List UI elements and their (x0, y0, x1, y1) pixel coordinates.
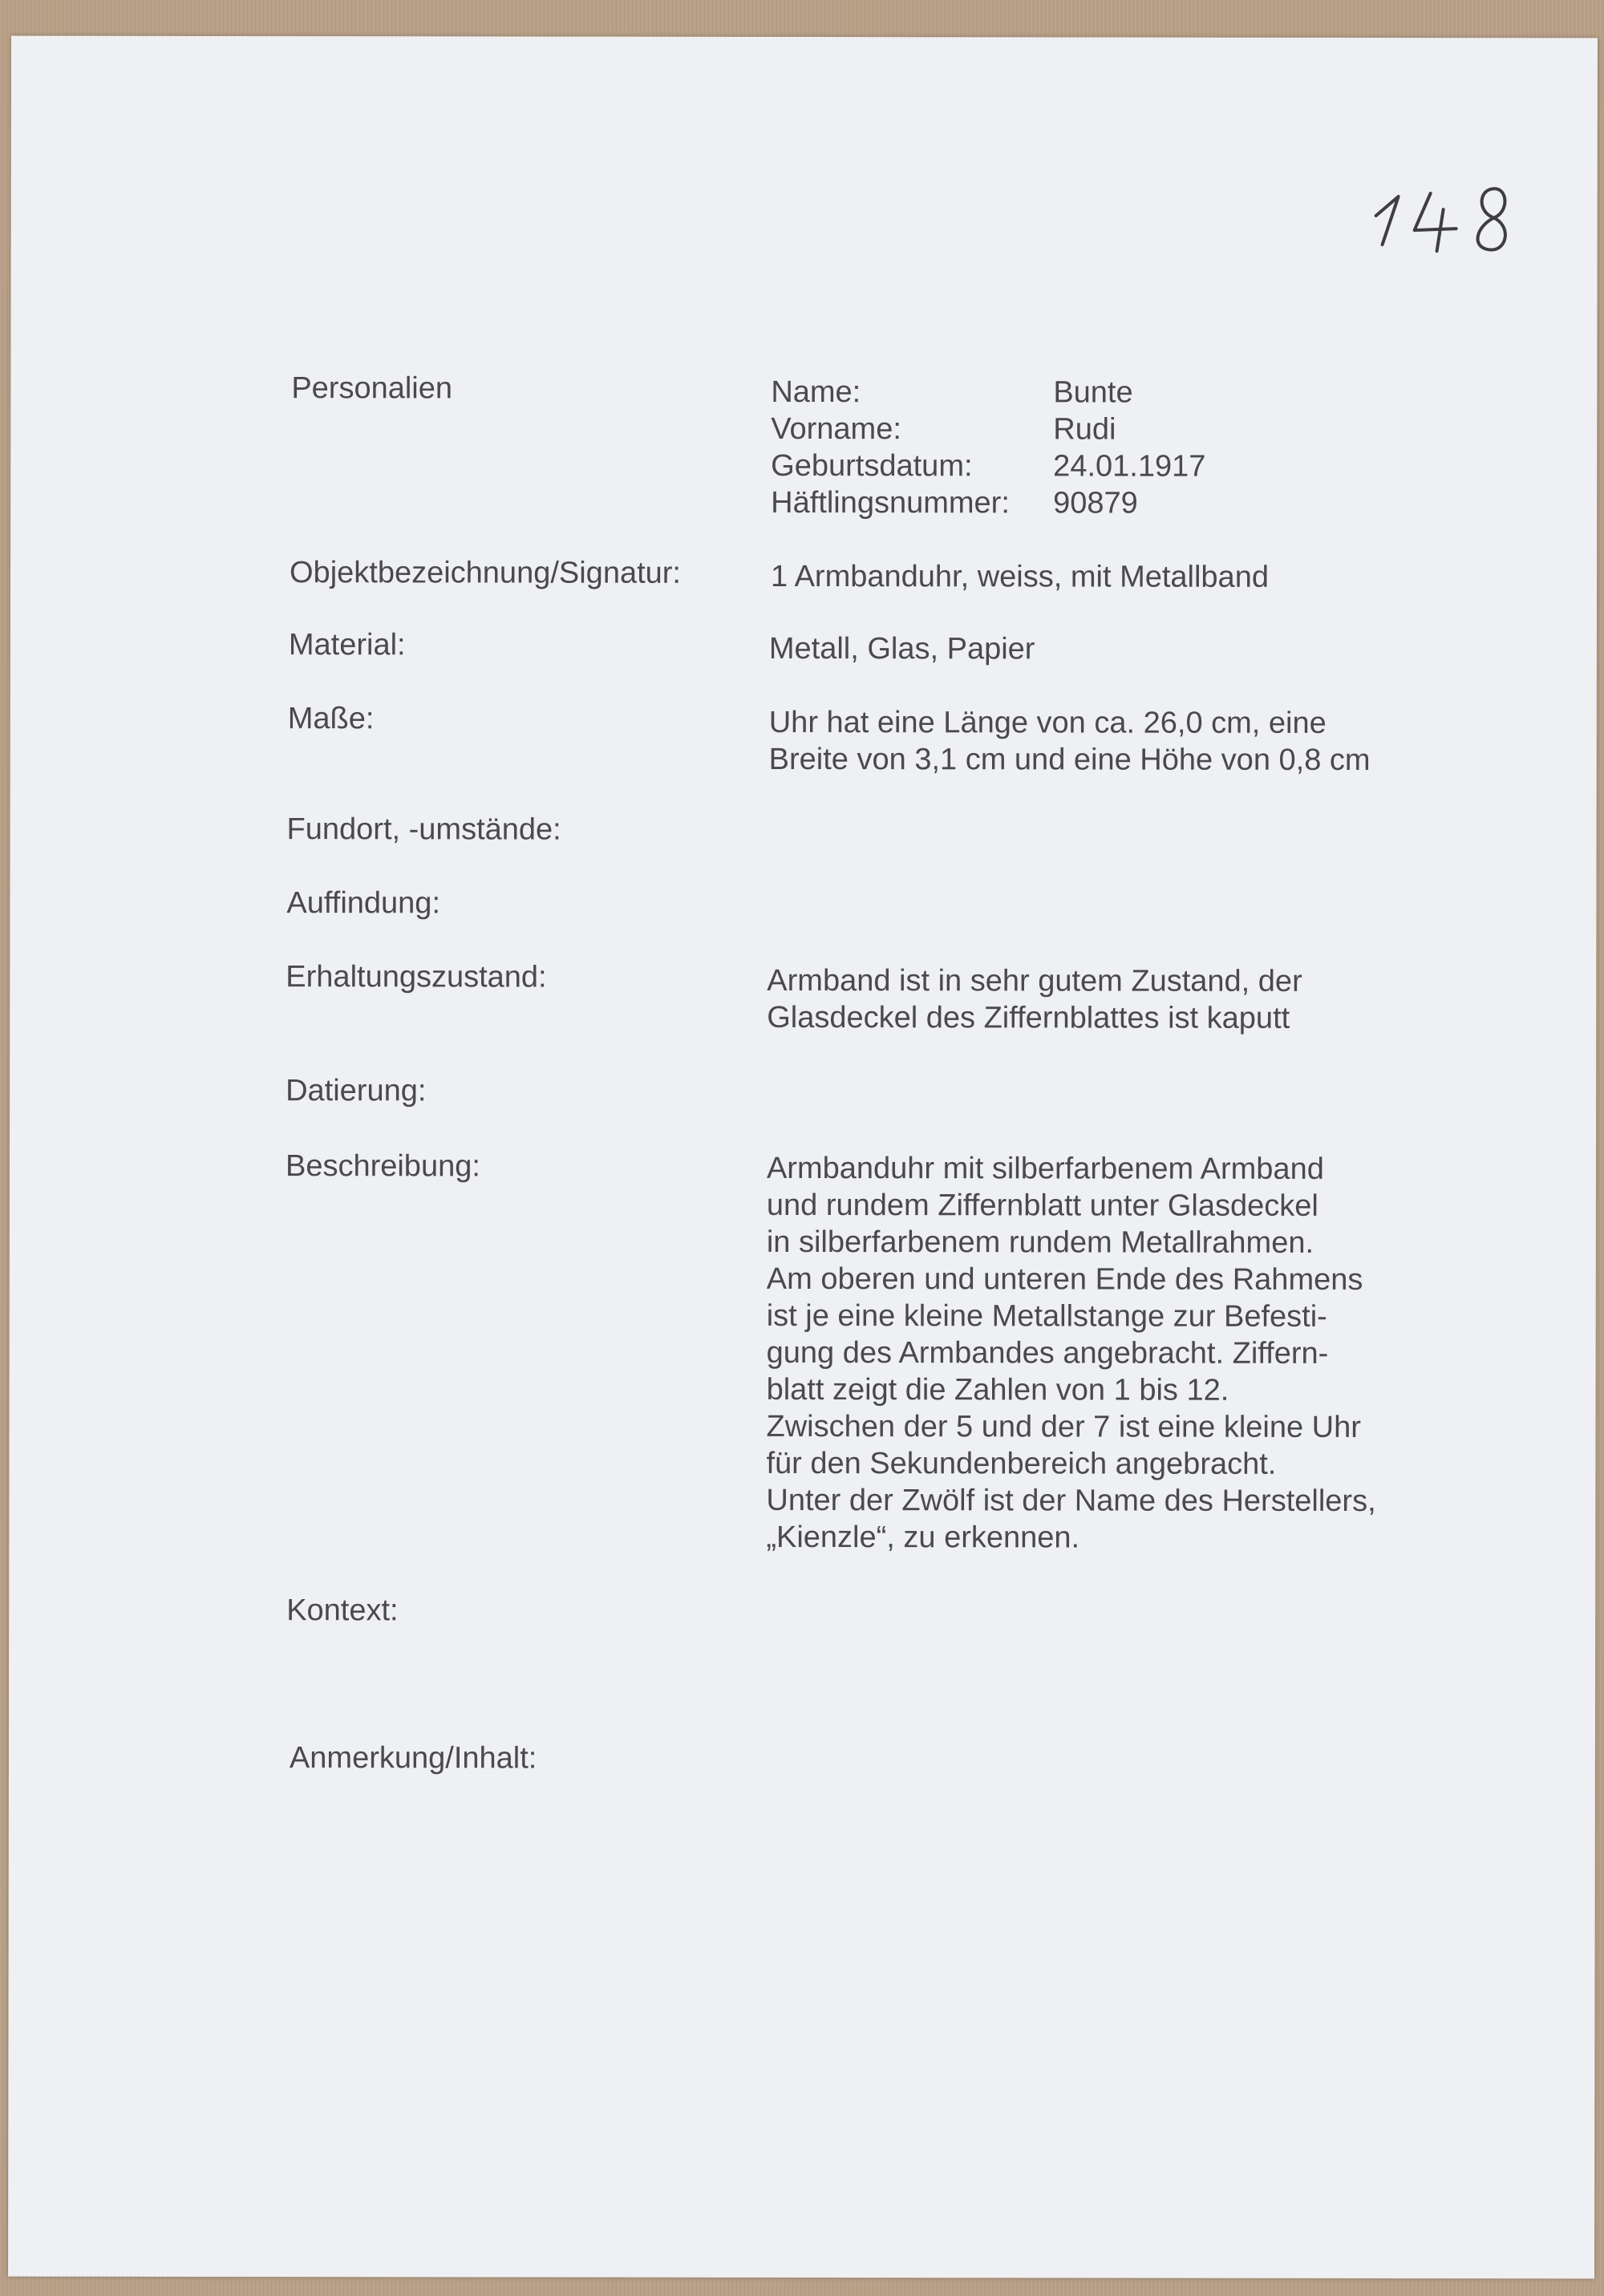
value-masse: Uhr hat eine Länge von ca. 26,0 cm, eine Breite von 3,1 cm und eine Höhe von 0,8 cm (768, 705, 1371, 777)
handwritten-page-number-drawing (1367, 182, 1527, 270)
field-geburtsdatum-label: Geburtsdatum: (771, 448, 973, 484)
label-masse: Maße: (287, 702, 375, 736)
label-anmerkung: Anmerkung/Inhalt: (289, 1741, 537, 1776)
value-beschreibung: Armbanduhr mit silberfarbenem Armband und rundem Ziffernblatt unter Glasdeckel in silberfarbenem rundem Metallrahmen. Am oberen und unteren Ende des Rahmens ist je eine kleine Metallstange zur Befesti- gung des Armbandes angebracht. Ziffern- blatt zeigt die Zahlen von 1 bis 12. Zwischen der 5 und der 7 ist eine kleine Uhr für den Sekundenbereich angebracht. Unter der Zwölf ist der Name des Herstellers, „Kienzle“, zu erkennen. (766, 1151, 1376, 1555)
field-haeftlingsnummer-label: Häftlingsnummer: (771, 485, 1010, 520)
label-personalien: Personalien (291, 371, 453, 406)
value-objektbezeichnung: 1 Armbanduhr, weiss, mit Metallband (770, 559, 1270, 594)
label-datierung: Datierung: (286, 1074, 427, 1108)
field-haeftlingsnummer-value: 90879 (1053, 486, 1138, 520)
personalien-fields (771, 374, 1205, 522)
label-erhaltungszustand: Erhaltungszustand: (286, 960, 547, 994)
handwritten-page-number (1367, 182, 1527, 270)
field-name-value: Bunte (1053, 375, 1133, 410)
value-material: Metall, Glas, Papier (768, 631, 1035, 666)
field-name-label: Name: (771, 375, 861, 410)
label-objektbezeichnung: Objektbezeichnung/Signatur: (289, 556, 682, 590)
label-beschreibung: Beschreibung: (285, 1149, 480, 1184)
field-vorname-value: Rudi (1053, 412, 1116, 447)
label-auffindung: Auffindung: (286, 886, 441, 921)
label-fundort: Fundort, -umstände: (286, 812, 561, 847)
label-material: Material: (288, 628, 406, 662)
value-erhaltungszustand: Armband ist in sehr gutem Zustand, der Glasdeckel des Ziffernblattes ist kaputt (767, 963, 1302, 1035)
label-kontext: Kontext: (286, 1593, 399, 1628)
field-geburtsdatum-value: 24.01.1917 (1053, 449, 1206, 484)
field-vorname-label: Vorname: (771, 411, 901, 447)
document-page (8, 36, 1598, 2279)
